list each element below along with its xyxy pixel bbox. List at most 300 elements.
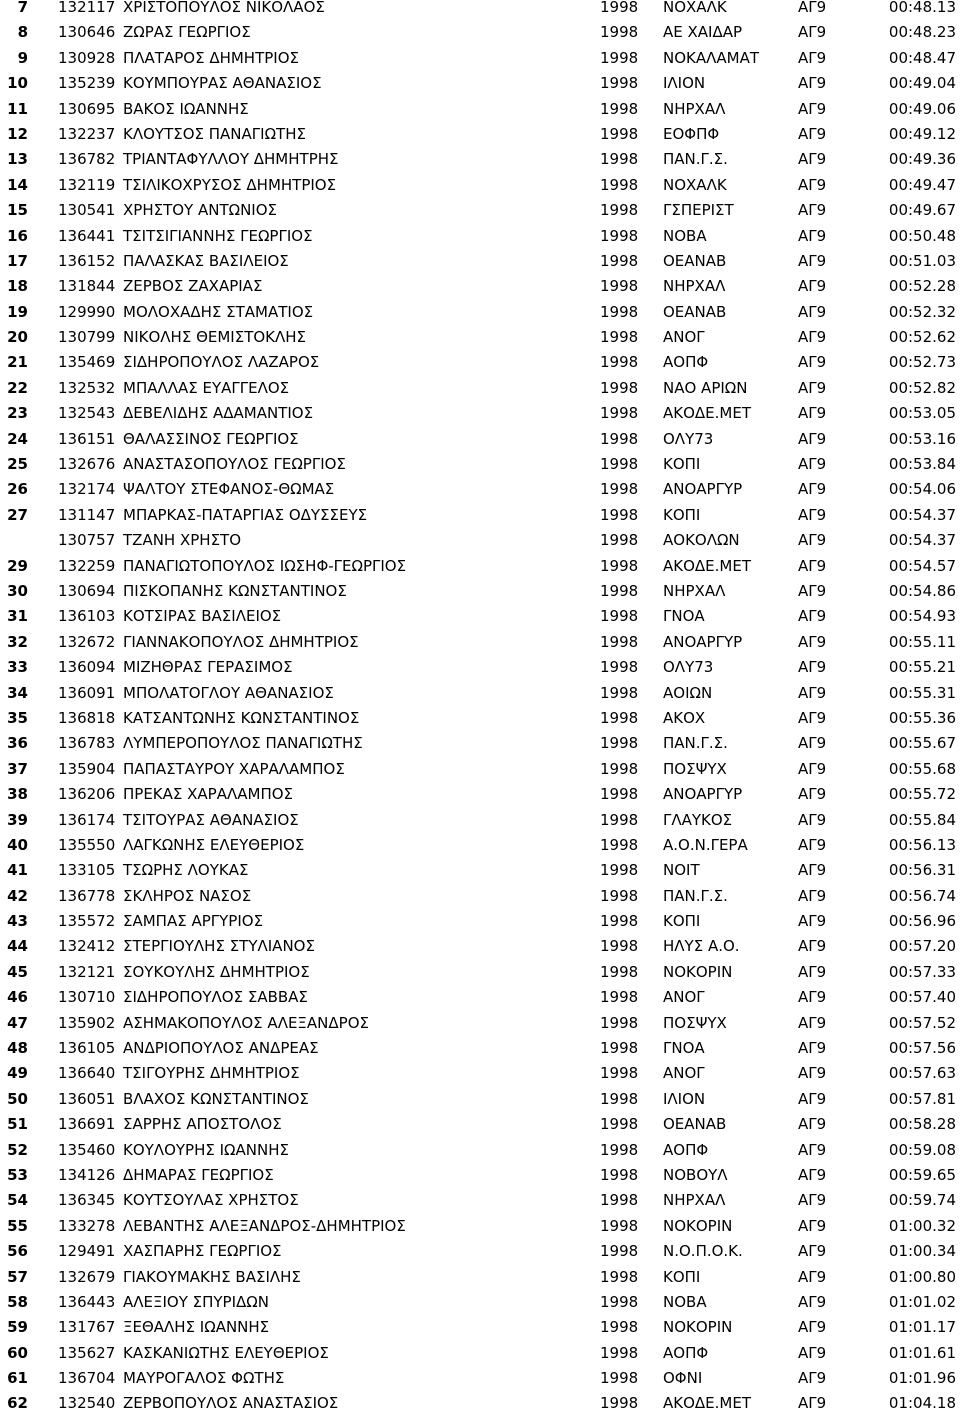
birth-year-cell: 1998 — [600, 404, 639, 423]
athlete-name-cell: ΚΟΥΜΠΟΥΡΑΣ ΑΘΑΝΑΣΙΟΣ — [123, 74, 322, 93]
birth-year-cell: 1998 — [600, 1242, 639, 1261]
result-row — [0, 939, 960, 964]
category-cell: ΑΓ9 — [798, 607, 827, 626]
club-cell: ΑΟΠΦ — [663, 1142, 709, 1158]
athlete-id-cell: 135902 — [58, 1013, 116, 1032]
rank-cell: 32 — [7, 632, 28, 651]
rank-cell: 50 — [7, 1089, 28, 1108]
rank-cell: 41 — [7, 861, 28, 880]
club-cell: ΝΟΒΑ — [663, 1294, 707, 1310]
result-row — [0, 1066, 960, 1091]
birth-year-cell: 1998 — [600, 429, 639, 448]
category-cell: ΑΓ9 — [798, 1191, 827, 1210]
time-cell: 01:01.17 — [888, 1318, 956, 1337]
birth-year-cell: 1998 — [600, 1318, 639, 1337]
athlete-id-cell: 136441 — [58, 226, 116, 245]
category-cell: ΑΓ9 — [798, 1064, 827, 1083]
athlete-name-cell: ΖΕΡΒΟΠΟΥΛΟΣ ΑΝΑΣΤΑΣΙΟΣ — [123, 1394, 339, 1413]
category-cell: ΑΓ9 — [798, 1013, 827, 1032]
time-cell: 01:00.32 — [888, 1216, 956, 1235]
club-cell: ΑΝΟΓ — [663, 330, 705, 346]
athlete-id-cell: 130757 — [58, 531, 116, 550]
club-cell: ΝΟΒΟΥΛ — [663, 1167, 728, 1183]
athlete-name-cell: ΤΣΙΤΟΥΡΑΣ ΑΘΑΝΑΣΙΟΣ — [123, 810, 299, 829]
category-cell: ΑΓ9 — [798, 861, 827, 880]
athlete-id-cell: 132676 — [58, 455, 116, 474]
rank-cell: 9 — [17, 48, 28, 67]
category-cell: ΑΓ9 — [798, 201, 827, 220]
result-row — [0, 632, 960, 660]
category-cell: ΑΓ9 — [798, 886, 827, 905]
result-row — [0, 1267, 960, 1295]
club-cell: ΑΟΠΦ — [663, 1345, 709, 1361]
time-cell: 00:49.04 — [888, 74, 956, 93]
time-cell: 00:54.93 — [888, 607, 956, 626]
birth-year-cell: 1998 — [600, 378, 639, 397]
time-cell: 00:57.33 — [888, 962, 956, 981]
athlete-id-cell: 132540 — [58, 1394, 116, 1413]
time-cell: 00:57.52 — [888, 1013, 956, 1032]
athlete-id-cell: 129990 — [58, 302, 116, 321]
athlete-name-cell: ΣΙΔΗΡΟΠΟΥΛΟΣ ΛΑΖΑΡΟΣ — [123, 353, 320, 372]
birth-year-cell: 1998 — [600, 607, 639, 626]
rank-cell: 47 — [7, 1013, 28, 1032]
category-cell: ΑΓ9 — [798, 99, 827, 118]
category-cell: ΑΓ9 — [798, 1318, 827, 1337]
athlete-name-cell: ΚΟΤΣΙΡΑΣ ΒΑΣΙΛΕΙΟΣ — [123, 607, 282, 626]
result-row — [0, 25, 960, 50]
time-cell: 00:55.21 — [888, 658, 956, 677]
time-cell: 00:57.40 — [888, 988, 956, 1007]
athlete-name-cell: ΑΝΔΡΙΟΠΟΥΛΟΣ ΑΝΔΡΕΑΣ — [123, 1039, 319, 1058]
athlete-name-cell: ΜΙΖΗΘΡΑΣ ΓΕΡΑΣΙΜΟΣ — [123, 658, 293, 677]
rank-cell: 56 — [7, 1242, 28, 1261]
category-cell: ΑΓ9 — [798, 1089, 827, 1108]
athlete-id-cell: 130710 — [58, 988, 116, 1007]
athlete-id-cell: 131844 — [58, 277, 116, 296]
category-cell: ΑΓ9 — [798, 251, 827, 270]
athlete-id-cell: 136704 — [58, 1369, 116, 1388]
result-row — [0, 759, 960, 787]
athlete-name-cell: ΚΑΣΚΑΝΙΩΤΗΣ ΕΛΕΥΘΕΡΙΟΣ — [123, 1343, 329, 1362]
athlete-id-cell: 135904 — [58, 759, 116, 778]
birth-year-cell: 1998 — [600, 124, 639, 143]
category-cell: ΑΓ9 — [798, 912, 827, 931]
birth-year-cell: 1998 — [600, 1394, 639, 1413]
athlete-name-cell: ΑΝΑΣΤΑΣΟΠΟΥΛΟΣ ΓΕΩΡΓΙΟΣ — [123, 455, 346, 474]
time-cell: 00:56.74 — [888, 886, 956, 905]
result-row — [0, 124, 960, 152]
athlete-id-cell: 136345 — [58, 1191, 116, 1210]
rank-cell: 45 — [7, 962, 28, 981]
rank-cell: 19 — [7, 302, 28, 321]
athlete-name-cell: ΣΟΥΚΟΥΛΗΣ ΔΗΜΗΤΡΙΟΣ — [123, 962, 310, 981]
result-row — [0, 355, 960, 380]
time-cell: 00:57.20 — [888, 937, 956, 956]
club-cell: ΝΟΒΑ — [663, 228, 707, 244]
category-cell: ΑΓ9 — [798, 581, 827, 600]
athlete-id-cell: 130695 — [58, 99, 116, 118]
rank-cell: 27 — [7, 505, 28, 524]
athlete-name-cell: ΜΟΛΟΧΑΔΗΣ ΣΤΑΜΑΤΙΟΣ — [123, 302, 314, 321]
category-cell: ΑΓ9 — [798, 328, 827, 347]
result-row — [0, 736, 960, 761]
result-row — [0, 152, 960, 177]
result-row — [0, 482, 960, 507]
result-row — [0, 1165, 960, 1193]
rank-cell: 38 — [7, 785, 28, 804]
club-cell: ΚΟΠΙ — [663, 457, 701, 473]
athlete-id-cell: 132679 — [58, 1267, 116, 1286]
birth-year-cell: 1998 — [600, 1369, 639, 1388]
athlete-name-cell: ΤΡΙΑΝΤΑΦΥΛΛΟΥ ΔΗΜΗΤΡΗΣ — [123, 150, 339, 169]
rank-cell: 58 — [7, 1292, 28, 1311]
club-cell: ΙΛΙΟΝ — [663, 76, 706, 92]
rank-cell: 25 — [7, 455, 28, 474]
rank-cell: 33 — [7, 658, 28, 677]
club-cell: ΝΗΡΧΑΛ — [663, 279, 726, 295]
club-cell: ΑΟΚΟΛΩΝ — [663, 533, 740, 549]
athlete-name-cell: ΓΙΑΚΟΥΜΑΚΗΣ ΒΑΣΙΛΗΣ — [123, 1267, 301, 1286]
athlete-id-cell: 130541 — [58, 201, 116, 220]
time-cell: 00:59.65 — [888, 1165, 956, 1184]
birth-year-cell: 1998 — [600, 1115, 639, 1134]
birth-year-cell: 1998 — [600, 1064, 639, 1083]
birth-year-cell: 1998 — [600, 632, 639, 651]
result-row — [0, 1117, 960, 1142]
result-row — [0, 251, 960, 279]
result-row — [0, 962, 960, 990]
rank-cell: 35 — [7, 708, 28, 727]
category-cell: ΑΓ9 — [798, 1267, 827, 1286]
club-cell: ΑΚΟΔΕ.ΜΕΤ — [663, 1396, 751, 1412]
birth-year-cell: 1998 — [600, 581, 639, 600]
athlete-id-cell: 132543 — [58, 404, 116, 423]
athlete-name-cell: ΑΣΗΜΑΚΟΠΟΥΛΟΣ ΑΛΕΞΑΝΔΡΟΣ — [123, 1013, 369, 1032]
birth-year-cell: 1998 — [600, 1343, 639, 1362]
time-cell: 00:50.48 — [888, 226, 956, 245]
rank-cell: 37 — [7, 759, 28, 778]
birth-year-cell: 1998 — [600, 1292, 639, 1311]
athlete-name-cell: ΠΑΛΑΣΚΑΣ ΒΑΣΙΛΕΙΟΣ — [123, 251, 289, 270]
rank-cell: 7 — [17, 0, 28, 16]
time-cell: 00:51.03 — [888, 251, 956, 270]
athlete-name-cell: ΤΣΙΤΣΙΓΙΑΝΝΗΣ ΓΕΩΡΓΙΟΣ — [123, 226, 313, 245]
result-row — [0, 279, 960, 304]
time-cell: 00:48.47 — [888, 48, 956, 67]
time-cell: 00:53.84 — [888, 455, 956, 474]
athlete-id-cell: 136152 — [58, 251, 116, 270]
birth-year-cell: 1998 — [600, 226, 639, 245]
athlete-name-cell: ΠΙΣΚΟΠΑΝΗΣ ΚΩΝΣΤΑΝΤΙΝΟΣ — [123, 581, 347, 600]
club-cell: ΑΝΟΓ — [663, 990, 705, 1006]
athlete-id-cell: 136691 — [58, 1115, 116, 1134]
rank-cell: 62 — [7, 1394, 28, 1413]
category-cell: ΑΓ9 — [798, 835, 827, 854]
club-cell: Ν.Ο.Π.Ο.Κ. — [663, 1244, 743, 1260]
result-row — [0, 99, 960, 127]
athlete-id-cell: 132237 — [58, 124, 116, 143]
club-cell: ΚΟΠΙ — [663, 914, 701, 930]
time-cell: 00:49.12 — [888, 124, 956, 143]
birth-year-cell: 1998 — [600, 277, 639, 296]
athlete-id-cell: 136443 — [58, 1292, 116, 1311]
club-cell: ΟΕΑΝΑΒ — [663, 304, 727, 320]
result-row — [0, 48, 960, 76]
club-cell: ΑΚΟΔΕ.ΜΕΤ — [663, 558, 751, 574]
result-row — [0, 0, 960, 25]
athlete-id-cell: 130928 — [58, 48, 116, 67]
athlete-id-cell: 134126 — [58, 1165, 116, 1184]
birth-year-cell: 1998 — [600, 708, 639, 727]
rank-cell: 18 — [7, 277, 28, 296]
athlete-name-cell: ΣΚΛΗΡΟΣ ΝΑΣΟΣ — [123, 886, 252, 905]
athlete-name-cell: ΤΣΙΛΙΚΟΧΡΥΣΟΣ ΔΗΜΗΤΡΙΟΣ — [123, 175, 337, 194]
time-cell: 00:52.62 — [888, 328, 956, 347]
athlete-name-cell: ΚΛΟΥΤΣΟΣ ΠΑΝΑΓΙΩΤΗΣ — [123, 124, 306, 143]
athlete-name-cell: ΧΡΗΣΤΟΥ ΑΝΤΩΝΙΟΣ — [123, 201, 278, 220]
category-cell: ΑΓ9 — [798, 226, 827, 245]
club-cell: ΓΝΟΑ — [663, 609, 705, 625]
rank-cell: 20 — [7, 328, 28, 347]
rank-cell: 23 — [7, 404, 28, 423]
result-row — [0, 708, 960, 736]
result-row — [0, 1244, 960, 1269]
athlete-name-cell: ΣΤΕΡΓΙΟΥΛΗΣ ΣΤΥΛΙΑΝΟΣ — [123, 937, 315, 956]
athlete-id-cell: 130694 — [58, 581, 116, 600]
time-cell: 00:54.86 — [888, 581, 956, 600]
birth-year-cell: 1998 — [600, 1216, 639, 1235]
birth-year-cell: 1998 — [600, 74, 639, 93]
birth-year-cell: 1998 — [600, 23, 639, 42]
athlete-name-cell: ΣΑΡΡΗΣ ΑΠΟΣΤΟΛΟΣ — [123, 1115, 282, 1134]
rank-cell: 53 — [7, 1165, 28, 1184]
category-cell: ΑΓ9 — [798, 480, 827, 499]
athlete-id-cell: 136105 — [58, 1039, 116, 1058]
result-row — [0, 1193, 960, 1218]
athlete-id-cell: 130799 — [58, 328, 116, 347]
category-cell: ΑΓ9 — [798, 1292, 827, 1311]
athlete-name-cell: ΖΕΡΒΟΣ ΖΑΧΑΡΙΑΣ — [123, 277, 263, 296]
birth-year-cell: 1998 — [600, 861, 639, 880]
birth-year-cell: 1998 — [600, 988, 639, 1007]
athlete-name-cell: ΜΠΟΛΑΤΟΓΛΟΥ ΑΘΑΝΑΣΙΟΣ — [123, 683, 334, 702]
birth-year-cell: 1998 — [600, 734, 639, 753]
athlete-id-cell: 132259 — [58, 556, 116, 575]
club-cell: ΝΟΙΤ — [663, 863, 700, 879]
category-cell: ΑΓ9 — [798, 1394, 827, 1413]
result-row — [0, 457, 960, 482]
athlete-name-cell: ΖΩΡΑΣ ΓΕΩΡΓΙΟΣ — [123, 23, 251, 42]
athlete-name-cell: ΠΛΑΤΑΡΟΣ ΔΗΜΗΤΡΙΟΣ — [123, 48, 300, 67]
club-cell: ΟΛΥ73 — [663, 431, 714, 447]
rank-cell: 42 — [7, 886, 28, 905]
athlete-name-cell: ΧΡΙΣΤΟΠΟΥΛΟΣ ΝΙΚΟΛΑΟΣ — [123, 0, 325, 16]
athlete-name-cell: ΛΥΜΠΕΡΟΠΟΥΛΟΣ ΠΑΝΑΓΙΩΤΗΣ — [123, 734, 363, 753]
time-cell: 00:55.11 — [888, 632, 956, 651]
club-cell: ΠΟΣΨΥΧ — [663, 761, 727, 777]
rank-cell: 11 — [7, 99, 28, 118]
club-cell: ΙΛΙΟΝ — [663, 1091, 706, 1107]
time-cell: 00:53.05 — [888, 404, 956, 423]
rank-cell: 61 — [7, 1369, 28, 1388]
time-cell: 01:00.34 — [888, 1242, 956, 1261]
athlete-name-cell: ΤΖΑΝΗ ΧΡΗΣΤΟ — [123, 531, 242, 550]
category-cell: ΑΓ9 — [798, 988, 827, 1007]
rank-cell: 51 — [7, 1115, 28, 1134]
category-cell: ΑΓ9 — [798, 531, 827, 550]
birth-year-cell: 1998 — [600, 810, 639, 829]
athlete-id-cell: 136094 — [58, 658, 116, 677]
club-cell: ΑΝΟΑΡΓΥΡ — [663, 482, 743, 498]
result-row — [0, 609, 960, 634]
rank-cell: 40 — [7, 835, 28, 854]
athlete-id-cell: 132174 — [58, 480, 116, 499]
time-cell: 00:55.68 — [888, 759, 956, 778]
rank-cell: 55 — [7, 1216, 28, 1235]
category-cell: ΑΓ9 — [798, 404, 827, 423]
athlete-id-cell: 135469 — [58, 353, 116, 372]
rank-cell: 31 — [7, 607, 28, 626]
club-cell: ΝΗΡΧΑΛ — [663, 101, 726, 117]
time-cell: 00:56.31 — [888, 861, 956, 880]
athlete-name-cell: ΜΑΥΡΟΓΑΛΟΣ ΦΩΤΗΣ — [123, 1369, 285, 1388]
club-cell: ΝΗΡΧΑΛ — [663, 583, 726, 599]
time-cell: 00:59.74 — [888, 1191, 956, 1210]
time-cell: 00:52.32 — [888, 302, 956, 321]
result-row — [0, 203, 960, 228]
category-cell: ΑΓ9 — [798, 1115, 827, 1134]
athlete-id-cell: 135572 — [58, 912, 116, 931]
result-row — [0, 429, 960, 457]
time-cell: 00:55.31 — [888, 683, 956, 702]
athlete-name-cell: ΣΑΜΠΑΣ ΑΡΓΥΡΙΟΣ — [123, 912, 264, 931]
athlete-id-cell: 135239 — [58, 74, 116, 93]
athlete-id-cell: 136103 — [58, 607, 116, 626]
rank-cell: 21 — [7, 353, 28, 372]
time-cell: 00:49.67 — [888, 201, 956, 220]
rank-cell: 26 — [7, 480, 28, 499]
category-cell: ΑΓ9 — [798, 1369, 827, 1388]
rank-cell: 60 — [7, 1343, 28, 1362]
athlete-id-cell: 132121 — [58, 962, 116, 981]
time-cell: 00:57.56 — [888, 1039, 956, 1058]
category-cell: ΑΓ9 — [798, 1140, 827, 1159]
birth-year-cell: 1998 — [600, 175, 639, 194]
time-cell: 00:54.06 — [888, 480, 956, 499]
club-cell: ΝΟΚΟΡΙΝ — [663, 1218, 733, 1234]
result-row — [0, 1396, 960, 1421]
athlete-id-cell: 131767 — [58, 1318, 116, 1337]
athlete-id-cell: 131147 — [58, 505, 116, 524]
rank-cell: 57 — [7, 1267, 28, 1286]
result-row — [0, 1041, 960, 1066]
result-row — [0, 1292, 960, 1320]
club-cell: ΑΝΟΑΡΓΥΡ — [663, 634, 743, 650]
birth-year-cell: 1998 — [600, 886, 639, 905]
athlete-id-cell: 136782 — [58, 150, 116, 169]
athlete-id-cell: 136151 — [58, 429, 116, 448]
club-cell: ΚΟΠΙ — [663, 1269, 701, 1285]
time-cell: 00:56.96 — [888, 912, 956, 931]
result-row — [0, 1343, 960, 1371]
category-cell: ΑΓ9 — [798, 1343, 827, 1362]
athlete-name-cell: ΣΙΔΗΡΟΠΟΥΛΟΣ ΣΑΒΒΑΣ — [123, 988, 308, 1007]
result-row — [0, 226, 960, 254]
category-cell: ΑΓ9 — [798, 353, 827, 372]
athlete-name-cell: ΚΑΤΣΑΝΤΩΝΗΣ ΚΩΝΣΤΑΝΤΙΝΟΣ — [123, 708, 360, 727]
category-cell: ΑΓ9 — [798, 1216, 827, 1235]
category-cell: ΑΓ9 — [798, 556, 827, 575]
rank-cell: 13 — [7, 150, 28, 169]
athlete-id-cell: 130646 — [58, 23, 116, 42]
athlete-id-cell: 136174 — [58, 810, 116, 829]
athlete-name-cell: ΚΟΥΤΣΟΥΛΑΣ ΧΡΗΣΤΟΣ — [123, 1191, 299, 1210]
club-cell: ΠΑΝ.Γ.Σ. — [663, 736, 728, 752]
athlete-name-cell: ΓΙΑΝΝΑΚΟΠΟΥΛΟΣ ΔΗΜΗΤΡΙΟΣ — [123, 632, 359, 651]
result-row — [0, 581, 960, 609]
result-row — [0, 787, 960, 812]
athlete-name-cell: ΨΑΛΤΟΥ ΣΤΕΦΑΝΟΣ-ΘΩΜΑΣ — [123, 480, 335, 499]
category-cell: ΑΓ9 — [798, 455, 827, 474]
athlete-id-cell: 136783 — [58, 734, 116, 753]
athlete-name-cell: ΛΕΒΑΝΤΗΣ ΑΛΕΞΑΝΔΡΟΣ-ΔΗΜΗΤΡΙΟΣ — [123, 1216, 406, 1235]
rank-cell: 17 — [7, 251, 28, 270]
athlete-name-cell: ΞΕΘΑΛΗΣ ΙΩΑΝΝΗΣ — [123, 1318, 270, 1337]
club-cell: ΟΦΝΙ — [663, 1371, 703, 1387]
category-cell: ΑΓ9 — [798, 810, 827, 829]
club-cell: ΑΝΟΓ — [663, 1066, 705, 1082]
birth-year-cell: 1998 — [600, 785, 639, 804]
athlete-name-cell: ΠΡΕΚΑΣ ΧΑΡΑΛΑΜΠΟΣ — [123, 785, 294, 804]
rank-cell: 39 — [7, 810, 28, 829]
club-cell: Α.Ο.Ν.ΓΕΡΑ — [663, 837, 748, 853]
result-row — [0, 533, 960, 558]
athlete-name-cell: ΔΗΜΑΡΑΣ ΓΕΩΡΓΙΟΣ — [123, 1165, 274, 1184]
birth-year-cell: 1998 — [600, 455, 639, 474]
athlete-name-cell: ΒΛΑΧΟΣ ΚΩΝΣΤΑΝΤΙΝΟΣ — [123, 1089, 309, 1108]
athlete-id-cell: 132532 — [58, 378, 116, 397]
birth-year-cell: 1998 — [600, 150, 639, 169]
club-cell: ΟΛΥ73 — [663, 660, 714, 676]
result-row — [0, 1013, 960, 1041]
athlete-id-cell: 133105 — [58, 861, 116, 880]
birth-year-cell: 1998 — [600, 480, 639, 499]
club-cell: ΕΟΦΠΦ — [663, 126, 720, 142]
time-cell: 00:54.37 — [888, 505, 956, 524]
club-cell: ΑΝΟΑΡΓΥΡ — [663, 787, 743, 803]
athlete-name-cell: ΜΠΑΡΚΑΣ-ΠΑΤΑΡΓΙΑΣ ΟΔΥΣΣΕΥΣ — [123, 505, 368, 524]
category-cell: ΑΓ9 — [798, 74, 827, 93]
time-cell: 00:49.06 — [888, 99, 956, 118]
athlete-name-cell: ΠΑΠΑΣΤΑΥΡΟΥ ΧΑΡΑΛΑΜΠΟΣ — [123, 759, 345, 778]
result-row — [0, 556, 960, 584]
athlete-id-cell: 136091 — [58, 683, 116, 702]
birth-year-cell: 1998 — [600, 1089, 639, 1108]
birth-year-cell: 1998 — [600, 835, 639, 854]
time-cell: 00:49.36 — [888, 150, 956, 169]
category-cell: ΑΓ9 — [798, 124, 827, 143]
rank-cell: 36 — [7, 734, 28, 753]
rank-cell: 15 — [7, 201, 28, 220]
category-cell: ΑΓ9 — [798, 708, 827, 727]
athlete-name-cell: ΘΑΛΑΣΣΙΝΟΣ ΓΕΩΡΓΙΟΣ — [123, 429, 299, 448]
club-cell: ΝΗΡΧΑΛ — [663, 1193, 726, 1209]
athlete-id-cell: 136206 — [58, 785, 116, 804]
club-cell: ΝΟΚΟΡΙΝ — [663, 1320, 733, 1336]
result-row — [0, 406, 960, 431]
rank-cell: 43 — [7, 912, 28, 931]
